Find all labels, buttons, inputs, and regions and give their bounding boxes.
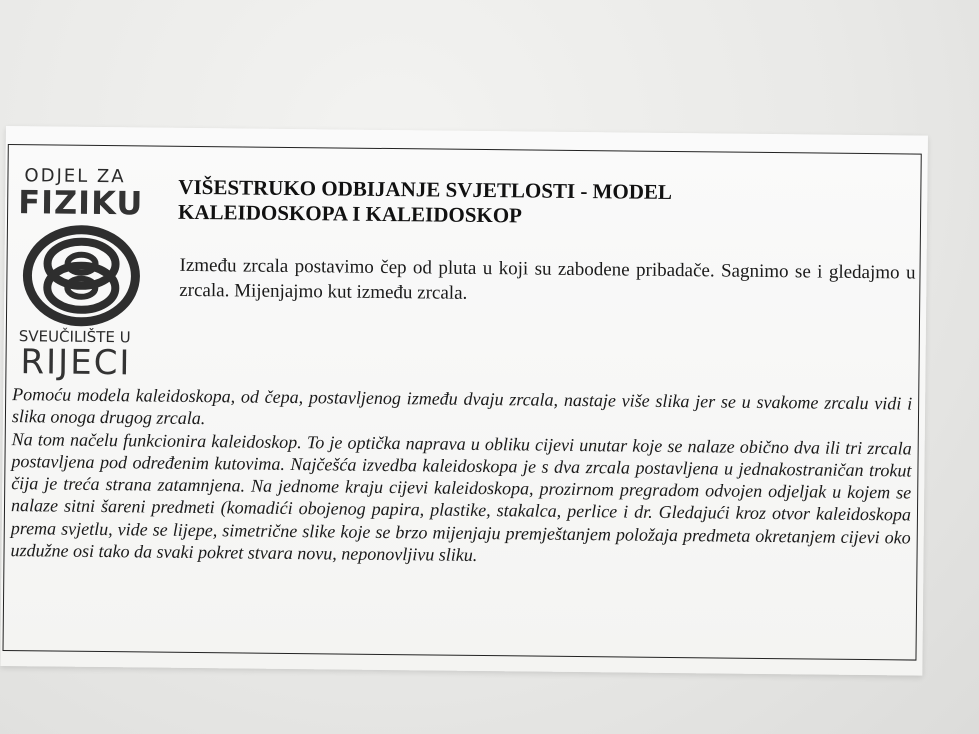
department-logo <box>16 159 158 384</box>
logo-line-1: ODJEL ZA <box>24 165 126 188</box>
document-title: VIŠESTRUKO ODBIJANJE SVJETLOSTI - MODEL KALEIDOSKOPA I KALEIDOSKOP <box>177 174 671 228</box>
logo-line-2: FIZIKU <box>18 183 144 223</box>
text-frame <box>3 144 922 661</box>
printed-sheet <box>0 126 928 676</box>
logo-line-4: RIJECI <box>20 342 132 384</box>
paragraph-1: Pomoću modela kaleidoskopa, od čepa, postavljenog između dvaju zrcala, nastaje više slika jer se u svakome zrcalu vidi i slika onoga drugog zrcala. <box>11 384 913 429</box>
paragraph-2: Na tom načelu funkcionira kaleidoskop. To je optička naprava u obliku cijevi unutar koje se nalaze obično dva ili tri zrcala postavljena pod određenim kutovima. Najčešća izvedba kaleidoskopa je s dva zrcala postavljena u jednakostraničan trokut čija je treća strana zatamnjena. Na jednome kraju cijevi kaleidoskopa, prozirnom pregradom odvojen odjeljak u kojem se nalaze sitni šareni predmeti (komadići obojenog papira, plastike, stakalca, perlice i dr. Gledajući kroz otvor kaleidoskopa prema svjetlu, vide se lijepe, simetrične slike koje se brzo mijenjaju premještanjem položaja predmeta okretanjem cijevi oko uzdužne osi tako da svaki pokret stvara novu, neponovljivu sliku. <box>10 428 912 566</box>
logo-line-3: SVEUČILIŠTE U <box>18 327 131 347</box>
body-text <box>10 383 912 571</box>
concentric-loops-icon <box>21 223 142 328</box>
intro-paragraph: Između zrcala postavimo čep od pluta u koji su zabodene pribadače. Sagnimo se i gledajmo u zrcala. Mijenjajmo kut između zrcala. <box>179 254 916 304</box>
